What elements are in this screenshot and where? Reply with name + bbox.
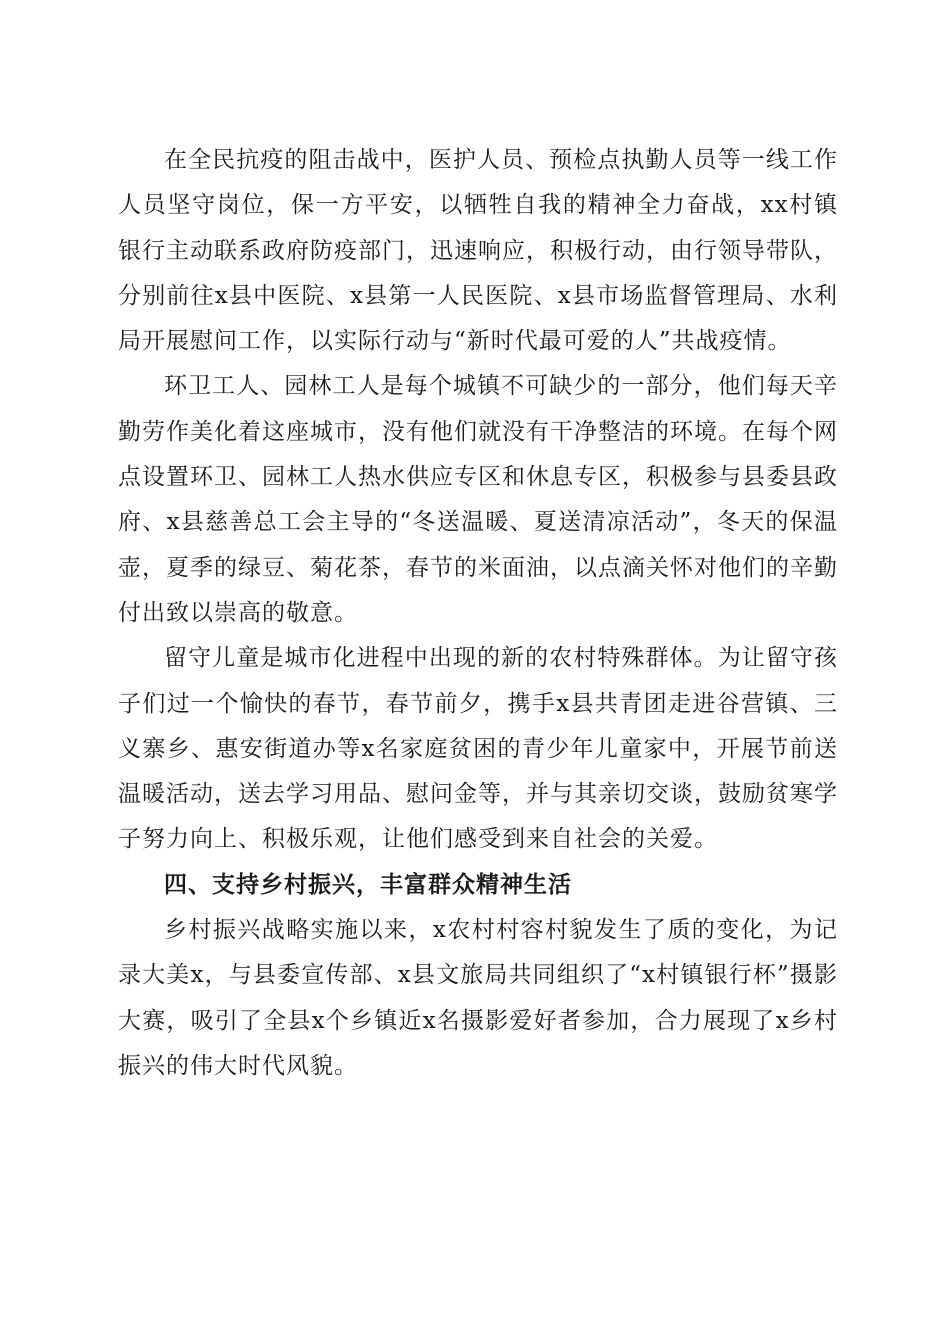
document-page <box>118 138 838 1089</box>
paragraph-epidemic-support: 在全民抗疫的阻击战中，医护人员、预检点执勤人员等一线工作人员坚守岗位，保一方平安，以牺牲自我的精神全力奋战，xx村镇银行主动联系政府防疫部门，迅速响应，积极行动，由行领导带队，分别前往x县中医院、x县第一人民医院、x县市场监督管理局、水利局开展慰问工作，以实际行动与“新时代最可爱的人”共战疫情。 <box>118 147 838 355</box>
paragraph-left-behind-children: 留守儿童是城市化进程中出现的新的农村特殊群体。为让留守孩子们过一个愉快的春节，春节前夕，携手x县共青团走进谷营镇、三义寨乡、惠安街道办等x名家庭贫困的青少年儿童家中，开展节前送温暖活动，送去学习用品、慰问金等，并与其亲切交谈，鼓励贫寒学子努力向上、积极乐观，让他们感受到来自社会的关爱。 <box>118 645 838 853</box>
paragraph-sanitation-workers: 环卫工人、园林工人是每个城镇不可缺少的一部分，他们每天辛勤劳作美化着这座城市，没有他们就没有干净整洁的环境。在每个网点设置环卫、园林工人热水供应专区和休息专区，积极参与县委县政府、x县慈善总工会主导的“冬送温暖、夏送清凉活动”，冬天的保温壶，夏季的绿豆、菊花茶，春节的米面油，以点滴关怀对他们的辛勤付出致以崇高的敬意。 <box>118 373 838 626</box>
section-heading: 四、支持乡村振兴，丰富群众精神生活 <box>164 871 572 898</box>
paragraph-rural-revitalization: 乡村振兴战略实施以来，x农村村容村貌发生了质的变化，为记录大美x，与县委宣传部、x县文旅局共同组织了“x村镇银行杯”摄影大赛，吸引了全县x个乡镇近x名摄影爱好者参加，合力展现了x乡村振兴的伟大时代风貌。 <box>118 917 838 1079</box>
